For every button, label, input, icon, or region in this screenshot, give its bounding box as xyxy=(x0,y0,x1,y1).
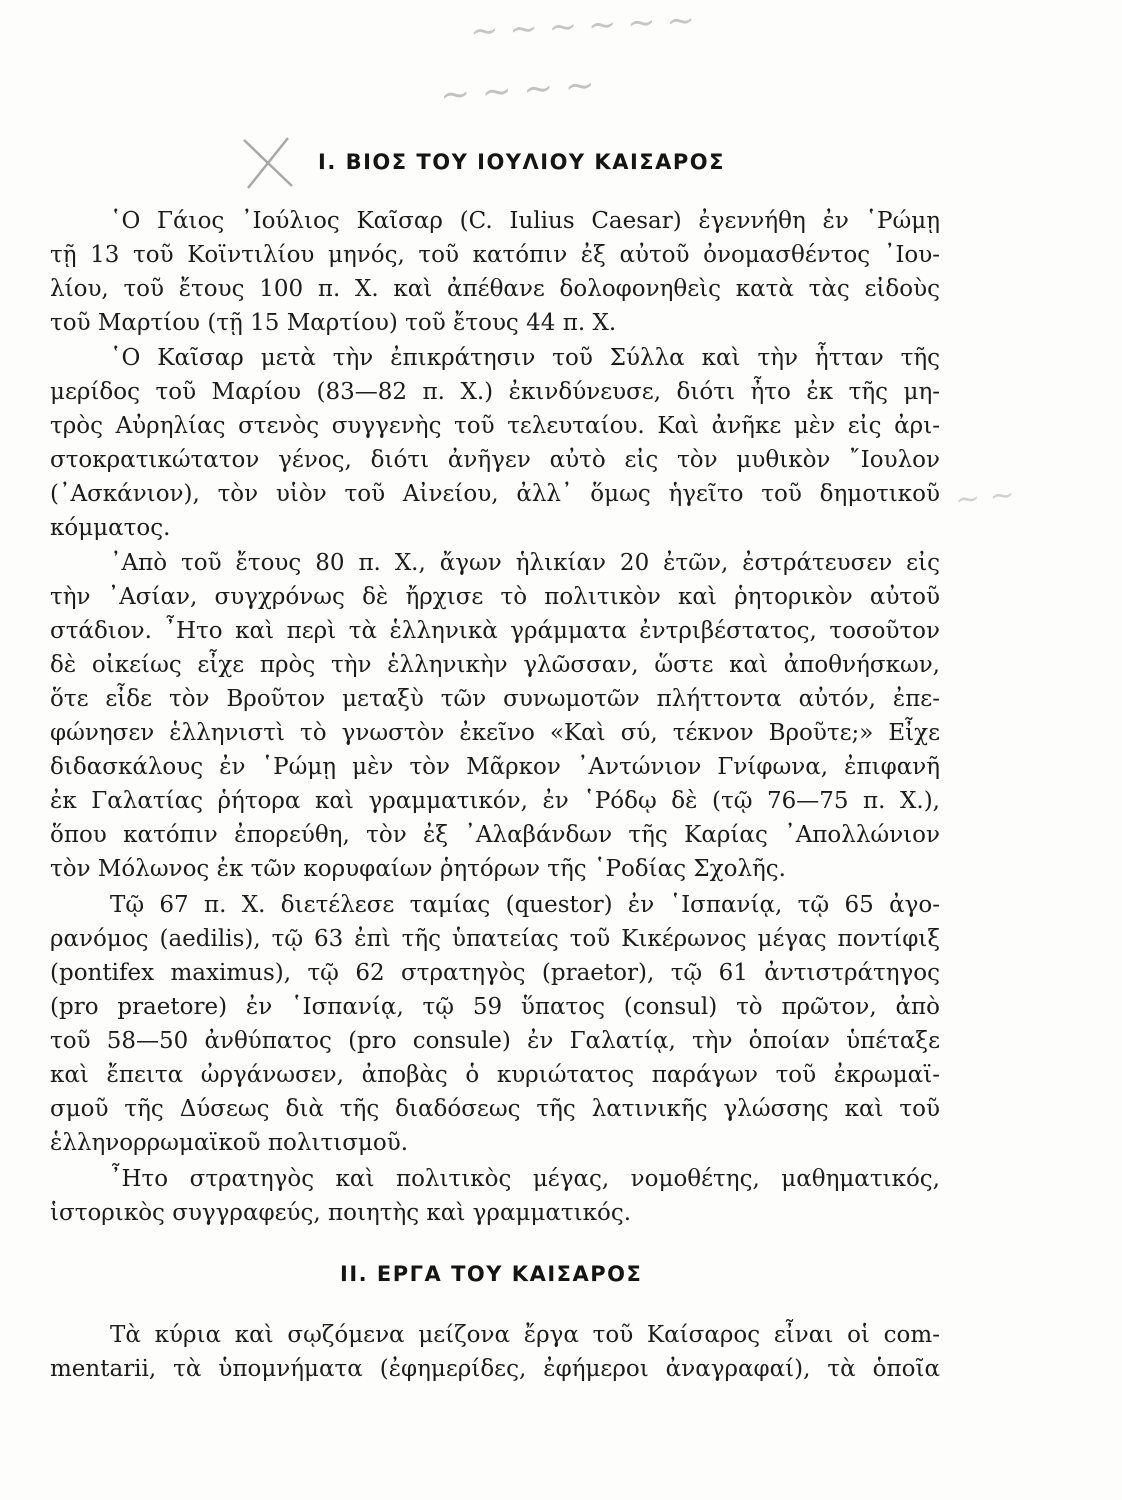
handwritten-annotation-margin: ~ ~ xyxy=(953,476,1017,519)
handwritten-annotation-top: ~ ~ ~ ~ ~ ~ xyxy=(469,0,696,52)
text-line: κόμματος. xyxy=(50,515,171,541)
text-line: ὅτε εἶδε τὸν Βροῦτον μεταξὺ τῶν συνωμοτῶν πλήττοντα αὐτόν, ἐπε- xyxy=(50,686,940,712)
text-line: Τῷ 67 π. Χ. διετέλεσε ταμίας (questor) ἐν ῾Ισπανίᾳ, τῷ 65 ἀγο- xyxy=(110,892,940,918)
text-line: μερίδος τοῦ Μαρίου (83—82 π. Χ.) ἐκινδύνευσε, διότι ἦτο ἐκ τῆς μη- xyxy=(50,379,940,405)
text-line: τῇ 13 τοῦ Κοϊντιλίου μηνός, τοῦ κατόπιν ἐξ αὐτοῦ ὀνομασθέντος ᾿Ιου- xyxy=(50,242,940,268)
text-line: mentarii, τὰ ὑπομνήματα (ἐφημερίδες, ἐφήμεροι ἀναγραφαί), τὰ ὁποῖα xyxy=(50,1356,940,1382)
text-line: λίου, τοῦ ἔτους 100 π. Χ. καὶ ἀπέθανε δολοφονηθεὶς κατὰ τὰς εἰδοὺς xyxy=(50,276,940,302)
section-heading-works: ΙΙ. ΕΡΓΑ ΤΟΥ ΚΑΙΣΑΡΟΣ xyxy=(340,1262,643,1286)
text-line: ῾Ο Καῖσαρ μετὰ τὴν ἐπικράτησιν τοῦ Σύλλα καὶ τὴν ἧτταν τῆς xyxy=(110,345,940,371)
text-line: σμοῦ τῆς Δύσεως διὰ τῆς διαδόσεως τῆς λατινικῆς γλώσσης καὶ τοῦ xyxy=(50,1096,940,1122)
text-line: ἱστορικὸς συγγραφεύς, ποιητὴς καὶ γραμματικός. xyxy=(50,1200,632,1226)
text-line: τοῦ Μαρτίου (τῇ 15 Μαρτίου) τοῦ ἔτους 44 π. Χ. xyxy=(50,310,617,336)
text-line: φώνησεν ἑλληνιστὶ τὸ γνωστὸν ἐκεῖνο «Καὶ σύ, τέκνον Βροῦτε;» Εἶχε xyxy=(50,720,940,746)
text-line: (pontifex maximus), τῷ 62 στρατηγὸς (praetor), τῷ 61 ἀντιστράτηγος xyxy=(50,960,940,986)
text-line: (᾿Ασκάνιον), τὸν υἱὸν τοῦ Αἰνείου, ἀλλ᾿ ὅμως ἡγεῖτο τοῦ δημοτικοῦ xyxy=(50,481,940,507)
text-line: στάδιον. ῏Ητο καὶ περὶ τὰ ἑλληνικὰ γράμματα ἐντριβέστατος, τοσοῦτον xyxy=(50,618,940,644)
text-line: ἑλληνορρωμαϊκοῦ πολιτισμοῦ. xyxy=(50,1130,409,1156)
text-line: Τὰ κύρια καὶ σῳζόμενα μείζονα ἔργα τοῦ Καίσαρος εἶναι οἱ com- xyxy=(110,1322,940,1348)
handwritten-annotation-middle: ~ ~ ~ ~ xyxy=(438,64,597,117)
text-line: ᾿Απὸ τοῦ ἔτους 80 π. Χ., ἄγων ἡλικίαν 20 ἐτῶν, ἐστράτευσεν εἰς xyxy=(110,550,940,576)
text-line: ὅπου κατόπιν ἐπορεύθη, τὸν ἐξ ᾿Αλαβάνδων τῆς Καρίας ᾿Απολλώνιον xyxy=(50,822,940,848)
text-line: καὶ ἔπειτα ὠργάνωσεν, ἀποβὰς ὁ κυριώτατος παράγων τοῦ ἐκρωμαϊ- xyxy=(50,1062,940,1088)
text-line: δὲ οἰκείως εἶχε πρὸς τὴν ἑλληνικὴν γλῶσσαν, ὥστε καὶ ἀποθνήσκων, xyxy=(50,652,940,678)
text-line: τὴν ᾿Ασίαν, συγχρόνως δὲ ἤρχισε τὸ πολιτικὸν καὶ ῥητορικὸν αὐτοῦ xyxy=(50,584,940,610)
text-line: ἐκ Γαλατίας ῥήτορα καὶ γραμματικόν, ἐν ῾Ρόδῳ δὲ (τῷ 76—75 π. Χ.), xyxy=(50,788,940,814)
text-line: ρανόμος (aedilis), τῷ 63 ἐπὶ τῆς ὑπατείας τοῦ Κικέρωνος μέγας ποντίφιξ xyxy=(50,926,940,952)
text-line: τοῦ 58—50 ἀνθύπατος (pro consule) ἐν Γαλατίᾳ, τὴν ὁποίαν ὑπέταξε xyxy=(50,1028,940,1054)
text-line: ῏Ητο στρατηγὸς καὶ πολιτικὸς μέγας, νομοθέτης, μαθηματικός, xyxy=(110,1166,940,1192)
text-line: στοκρατικώτατον γένος, διότι ἀνῆγεν αὐτὸ εἰς τὸν μυθικὸν ῎Ιουλον xyxy=(50,447,940,473)
text-line: τὸν Μόλωνος ἐκ τῶν κορυφαίων ῥητόρων τῆς ῾Ροδίας Σχολῆς. xyxy=(50,856,786,882)
text-line: διδασκάλους ἐν ῾Ρώμῃ μὲν τὸν Μᾶρκον ᾿Αντώνιον Γνίφωνα, ἐπιφανῆ xyxy=(50,754,940,780)
text-line: τρὸς Αὐρηλίας στενὸς συγγενὴς τοῦ τελευταίου. Καὶ ἀνῆκε μὲν εἰς ἀρι- xyxy=(50,413,940,439)
text-line: ῾Ο Γάιος ᾿Ιούλιος Καῖσαρ (C. Iulius Caesar) ἐγεννήθη ἐν ῾Ρώμῃ xyxy=(110,208,940,234)
section-heading-life: Ι. ΒΙΟΣ ΤΟΥ ΙΟΥΛΙΟΥ ΚΑΙΣΑΡΟΣ xyxy=(318,150,725,174)
text-line: (pro praetore) ἐν ῾Ισπανίᾳ, τῷ 59 ὕπατος (consul) τὸ πρῶτον, ἀπὸ xyxy=(50,994,940,1020)
pencil-x-mark-icon xyxy=(238,132,298,192)
